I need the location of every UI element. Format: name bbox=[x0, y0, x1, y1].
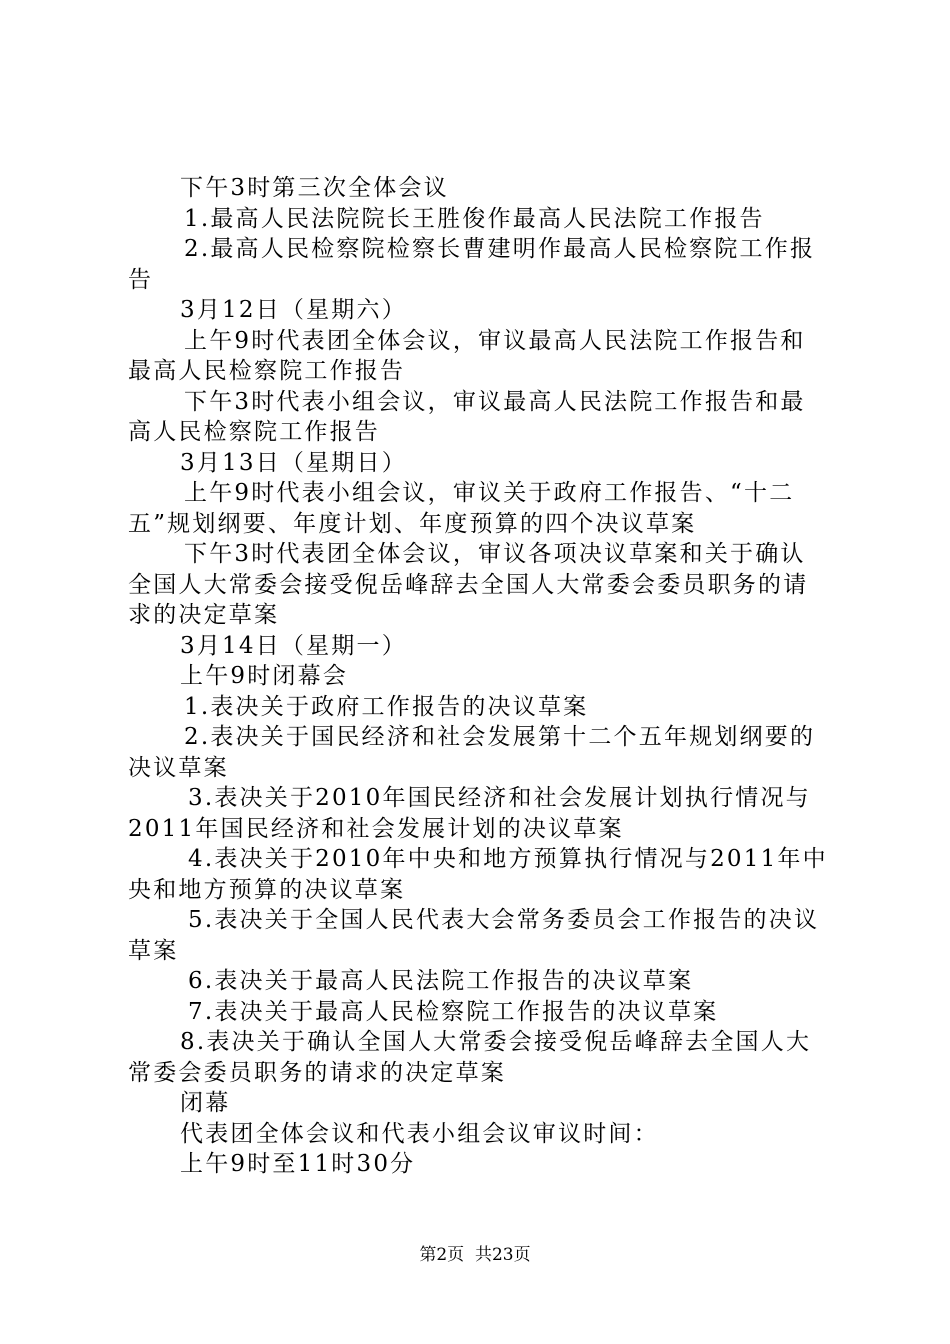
document-line: 闭幕 bbox=[180, 1090, 231, 1116]
document-line: 决议草案 bbox=[128, 754, 229, 781]
document-line: 下午3时代表团全体会议，审议各项决议草案和关于确认 bbox=[184, 541, 806, 567]
document-line: 6.表决关于最高人民法院工作报告的决议草案 bbox=[188, 968, 694, 994]
document-line: 4.表决关于2010年中央和地方预算执行情况与2011年中 bbox=[188, 846, 828, 872]
document-line: 央和地方预算的决议草案 bbox=[128, 876, 406, 903]
document-line: 告 bbox=[128, 266, 154, 293]
document-body bbox=[128, 173, 838, 1180]
document-line: 3.表决关于2010年国民经济和社会发展计划执行情况与 bbox=[188, 785, 811, 811]
document-line: 五”规划纲要、年度计划、年度预算的四个决议草案 bbox=[128, 510, 697, 537]
document-line: 常委会委员职务的请求的决定草案 bbox=[128, 1059, 506, 1086]
document-line: 1.表决关于政府工作报告的决议草案 bbox=[184, 693, 589, 720]
document-line: 3月12日（星期六） bbox=[180, 297, 407, 323]
document-line: 8.表决关于确认全国人大常委会接受倪岳峰辞去全国人大 bbox=[180, 1029, 812, 1055]
document-line: 上午9时至11时30分 bbox=[180, 1151, 416, 1177]
document-line: 5.表决关于全国人民代表大会常务委员会工作报告的决议 bbox=[188, 907, 820, 933]
document-line: 7.表决关于最高人民检察院工作报告的决议草案 bbox=[188, 998, 719, 1025]
document-line: 全国人大常委会接受倪岳峰辞去全国人大常委会委员职务的请 bbox=[128, 571, 809, 598]
document-line: 3月13日（星期日） bbox=[180, 449, 407, 476]
document-line: 2011年国民经济和社会发展计划的决议草案 bbox=[128, 815, 624, 842]
document-line: 2.表决关于国民经济和社会发展第十二个五年规划纲要的 bbox=[184, 724, 816, 750]
document-line: 2.最高人民检察院检察长曹建明作最高人民检察院工作报 bbox=[184, 236, 816, 262]
document-line: 高人民检察院工作报告 bbox=[128, 419, 380, 445]
document-line: 草案 bbox=[128, 937, 179, 964]
document-line: 代表团全体会议和代表小组会议审议时间： bbox=[180, 1120, 659, 1147]
page-footer: 第2页 共23页 bbox=[419, 1245, 531, 1265]
document-line: 求的决定草案 bbox=[128, 602, 280, 628]
document-line: 1.最高人民法院院长王胜俊作最高人民法院工作报告 bbox=[184, 205, 765, 232]
document-line: 上午9时代表小组会议，审议关于政府工作报告、“十二 bbox=[184, 480, 795, 506]
document-line: 下午3时第三次全体会议 bbox=[180, 175, 449, 201]
document-line: 3月14日（星期一） bbox=[180, 632, 407, 659]
document-line: 最高人民检察院工作报告 bbox=[128, 358, 406, 384]
document-line: 上午9时代表团全体会议，审议最高人民法院工作报告和 bbox=[184, 327, 806, 354]
document-line: 下午3时代表小组会议，审议最高人民法院工作报告和最 bbox=[184, 388, 806, 415]
document-line: 上午9时闭幕会 bbox=[180, 663, 349, 689]
